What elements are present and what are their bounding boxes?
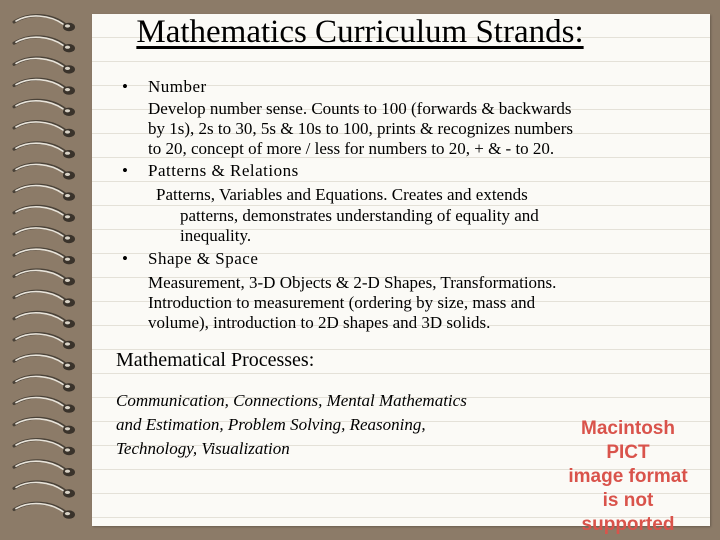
slide-title: Mathematics Curriculum Strands: [136, 14, 584, 50]
bullet-number: • [122, 77, 128, 96]
processes-line-3: Technology, Visualization [116, 439, 290, 458]
strand-shape-line-3: volume), introduction to 2D shapes and 3D solids. [148, 313, 491, 332]
bullet-shape: • [122, 249, 128, 268]
strand-heading-number: Number [148, 77, 207, 96]
strand-number-line-3: to 20, concept of more / less for numbers to 20, + & - to 20. [148, 139, 555, 158]
bullet-patterns: • [122, 161, 128, 180]
strand-patterns-line-3: inequality. [180, 226, 252, 245]
placeholder-line-2: image format [568, 466, 688, 487]
strand-shape-line-2: Introduction to measurement (ordering by size, mass and [148, 293, 536, 312]
placeholder-line-1: Macintosh PICT [581, 418, 675, 463]
strand-patterns-line-1: Patterns, Variables and Equations. Creates and extends [156, 185, 528, 204]
strand-heading-patterns: Patterns & Relations [148, 161, 299, 180]
placeholder-line-3: is not supported [581, 490, 675, 535]
strand-shape-line-1: Measurement, 3-D Objects & 2-D Shapes, Transformations. [148, 273, 557, 292]
processes-line-2: and Estimation, Problem Solving, Reasoning, [116, 415, 426, 434]
processes-line-1: Communication, Connections, Mental Mathematics [116, 391, 467, 410]
strand-heading-shape: Shape & Space [148, 249, 259, 268]
unsupported-image-placeholder [557, 417, 699, 537]
strand-patterns-line-2: patterns, demonstrates understanding of equality and [180, 206, 539, 225]
strand-number-line-2: by 1s), 2s to 30, 5s & 10s to 100, prints & recognizes numbers [148, 119, 573, 138]
processes-title: Mathematical Processes: [116, 349, 315, 371]
strand-number-line-1: Develop number sense. Counts to 100 (forwards & backwards [148, 99, 572, 118]
processes-list [116, 389, 467, 461]
